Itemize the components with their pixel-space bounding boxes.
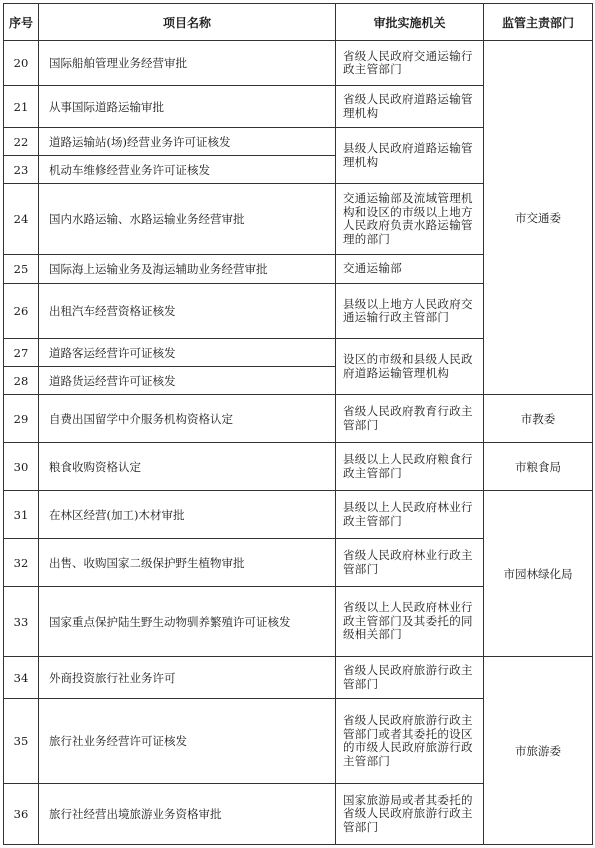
approval-authority: 省级人民政府教育行政主管部门	[336, 395, 484, 443]
serial-number: 28	[4, 367, 39, 395]
serial-number: 24	[4, 184, 39, 255]
table-row	[4, 443, 593, 491]
item-name: 旅行社业务经营许可证核发	[39, 699, 336, 784]
supervising-department: 市教委	[484, 395, 593, 443]
serial-number: 32	[4, 539, 39, 587]
item-name: 国内水路运输、水路运输业务经营审批	[39, 184, 336, 255]
serial-number: 22	[4, 128, 39, 156]
approval-authority: 省级人民政府旅游行政主管部门或者其委托的设区的市级人民政府旅游行政主管部门	[336, 699, 484, 784]
item-name: 国际海上运输业务及海运辅助业务经营审批	[39, 255, 336, 284]
table-row	[4, 395, 593, 443]
table-header-row	[4, 4, 593, 41]
table-row	[4, 491, 593, 539]
item-name: 自费出国留学中介服务机构资格认定	[39, 395, 336, 443]
item-name: 在林区经营(加工)木材审批	[39, 491, 336, 539]
serial-number: 27	[4, 339, 39, 367]
approval-authority: 省级人民政府旅游行政主管部门	[336, 657, 484, 699]
item-name: 机动车维修经营业务许可证核发	[39, 156, 336, 184]
approval-authority: 省级人民政府道路运输管理机构	[336, 86, 484, 128]
item-name: 国家重点保护陆生野生动物驯养繁殖许可证核发	[39, 587, 336, 657]
approval-authority: 省级以上人民政府林业行政主管部门及其委托的同级相关部门	[336, 587, 484, 657]
item-name: 粮食收购资格认定	[39, 443, 336, 491]
header-approval-authority: 审批实施机关	[336, 4, 484, 41]
header-serial-number: 序号	[4, 4, 39, 41]
item-name: 道路客运经营许可证核发	[39, 339, 336, 367]
table-row	[4, 41, 593, 86]
header-supervising-department: 监管主责部门	[484, 4, 593, 41]
serial-number: 31	[4, 491, 39, 539]
table-row	[4, 657, 593, 699]
serial-number: 34	[4, 657, 39, 699]
serial-number: 30	[4, 443, 39, 491]
item-name: 国际船舶管理业务经营审批	[39, 41, 336, 86]
item-name: 道路运输站(场)经营业务许可证核发	[39, 128, 336, 156]
approval-authority: 县级以上人民政府林业行政主管部门	[336, 491, 484, 539]
serial-number: 35	[4, 699, 39, 784]
approval-authority: 县级以上人民政府粮食行政主管部门	[336, 443, 484, 491]
item-name: 外商投资旅行社业务许可	[39, 657, 336, 699]
serial-number: 29	[4, 395, 39, 443]
approval-authority: 交通运输部	[336, 255, 484, 284]
approval-authority: 县级人民政府道路运输管理机构	[336, 128, 484, 184]
item-name: 出售、收购国家二级保护野生植物审批	[39, 539, 336, 587]
supervising-department: 市旅游委	[484, 657, 593, 845]
approval-authority: 国家旅游局或者其委托的省级人民政府旅游行政主管部门	[336, 784, 484, 845]
approval-authority: 县级以上地方人民政府交通运输行政主管部门	[336, 284, 484, 339]
serial-number: 33	[4, 587, 39, 657]
item-name: 道路货运经营许可证核发	[39, 367, 336, 395]
approval-items-table	[3, 3, 593, 845]
item-name: 从事国际道路运输审批	[39, 86, 336, 128]
approval-authority: 交通运输部及流域管理机构和设区的市级以上地方人民政府负责水路运输管理的部门	[336, 184, 484, 255]
serial-number: 20	[4, 41, 39, 86]
supervising-department: 市园林绿化局	[484, 491, 593, 657]
serial-number: 36	[4, 784, 39, 845]
approval-authority: 设区的市级和县级人民政府道路运输管理机构	[336, 339, 484, 395]
header-item-name: 项目名称	[39, 4, 336, 41]
serial-number: 25	[4, 255, 39, 284]
item-name: 旅行社经营出境旅游业务资格审批	[39, 784, 336, 845]
supervising-department: 市交通委	[484, 41, 593, 395]
item-name: 出租汽车经营资格证核发	[39, 284, 336, 339]
serial-number: 21	[4, 86, 39, 128]
serial-number: 23	[4, 156, 39, 184]
serial-number: 26	[4, 284, 39, 339]
supervising-department: 市粮食局	[484, 443, 593, 491]
approval-authority: 省级人民政府林业行政主管部门	[336, 539, 484, 587]
approval-authority: 省级人民政府交通运输行政主管部门	[336, 41, 484, 86]
